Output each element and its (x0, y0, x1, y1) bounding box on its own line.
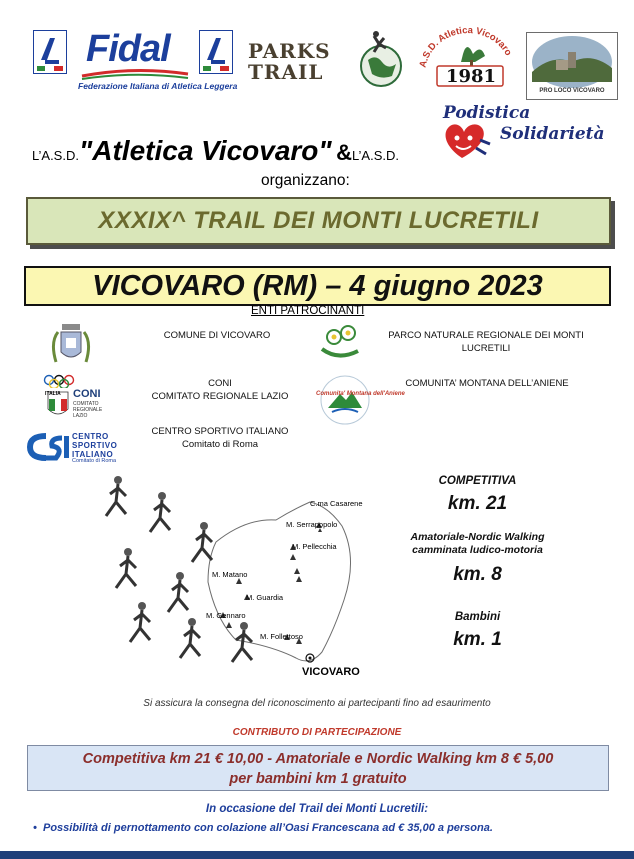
contributo-heading: CONTRIBUTO DI PARTECIPAZIONE (232, 727, 402, 738)
coni-logo-text: CONI (73, 388, 101, 400)
heart-runner-icon (440, 118, 492, 162)
event-date-box (24, 266, 611, 306)
asd-prefix-1: L’A.S.D. (32, 148, 79, 163)
parks-trail-logo (248, 41, 331, 82)
contributo-line-2: per bambini km 1 gratuito (229, 771, 407, 787)
pro-loco-logo (526, 32, 618, 100)
globe-runner-icon (352, 30, 410, 90)
globe-runner-logo (352, 30, 410, 95)
contributo-box (27, 745, 609, 791)
organize-text: organizzano: (261, 172, 350, 189)
atletica-vicovaro-year: 1981 (445, 66, 497, 87)
race-bambini (390, 611, 565, 651)
csi-logo (26, 430, 124, 466)
fidal-flag-logo-left (33, 30, 67, 79)
atletica-vicovaro-logo (415, 26, 520, 92)
comunita-montana-logo (316, 374, 405, 431)
sponsor-comune: COMUNE DI VICOVARO (163, 330, 271, 341)
sponsor-comunita: COMUNITA’ MONTANA DELL’ANIENE (405, 378, 569, 389)
parco-flower-icon (318, 321, 364, 366)
atletica-vicovaro-arc-text: A.S.D. Atletica Vicovaro (417, 26, 514, 69)
ampersand: & (336, 140, 353, 165)
vicovaro-crest-icon (50, 322, 92, 373)
organizers-line (32, 135, 399, 167)
pernottamento-item (33, 822, 493, 834)
svg-text:A.S.D. Atletica Vicovaro (418, 26, 514, 69)
event-title-box (26, 197, 611, 245)
crest-icon (50, 322, 92, 368)
csi-logo-text: CENTRO SPORTIVO ITALIANO (72, 432, 118, 459)
parks-word: PARKS (248, 39, 331, 63)
map-label-vicovaro: VICOVARO (302, 666, 360, 678)
race-label: Amatoriale-Nordic Walking camminata ludico-motoria (410, 531, 545, 556)
map-label-matano: M. Matano (212, 570, 248, 579)
fidal-name: Fidal (86, 28, 170, 70)
solidarieta-word: Solidarietà (500, 124, 605, 144)
race-label: Bambini (454, 611, 501, 623)
map-label-serrapopolo: M. Serrapopolo (286, 520, 338, 529)
consegna-note: Si assicura la consegna del riconoscimento ai partecipanti fino ad esaurimento (143, 698, 491, 709)
race-distance: km. 8 (453, 564, 502, 585)
event-location-date: VICOVARO (RM) – 4 giugno 2023 (92, 270, 543, 302)
csi-emblem-icon (26, 432, 70, 462)
contributo-line-1: Competitiva km 21 € 10,00 - Amatoriale e Nordic Walking km 8 € 5,00 (82, 751, 554, 767)
asd-prefix-2: L’A.S.D. (352, 148, 399, 163)
map-label-gennaro: M. Gennaro (206, 611, 246, 620)
sponsors-heading: ENTI PATROCINANTI (251, 305, 365, 317)
olympic-rings-icon (43, 374, 75, 388)
comunita-logo-text: Comunita' Montana dell'Aniene (316, 391, 405, 397)
podistica-word: Podistica (443, 103, 531, 123)
flower-icon (318, 321, 364, 361)
fidal-swoosh-icon (80, 68, 190, 80)
fidal-flag-logo-right (199, 30, 233, 79)
bottom-border (0, 851, 634, 859)
csi-logo-sub: Comitato di Roma (72, 458, 117, 464)
podistica-heart-icon (440, 118, 492, 167)
sponsor-coni: CONI COMITATO REGIONALE LAZIO (151, 378, 289, 402)
sponsor-parco: PARCO NATURALE REGIONALE DEI MONTI LUCRETILI (388, 330, 584, 354)
fidal-logo (76, 28, 238, 100)
race-competitiva (390, 475, 565, 515)
fidal-flag-icon (199, 30, 233, 74)
map-label-casarene: C.ma Casarene (310, 499, 363, 508)
club-name: "Atletica Vicovaro" (78, 135, 332, 166)
occasione-heading: In occasione del Trail dei Monti Lucretili: (205, 803, 429, 815)
race-distance: km. 1 (453, 629, 502, 650)
event-title: XXXIX^ TRAIL DEI MONTI LUCRETILI (98, 207, 539, 234)
coni-logo-sub: COMITATO REGIONALE LAZIO (73, 401, 103, 419)
trail-word: TRAIL (248, 60, 324, 84)
coni-logo (43, 374, 113, 424)
fidal-flag-icon (33, 30, 67, 74)
pro-loco-label: PRO LOCO VICOVARO (539, 88, 605, 94)
pernottamento-text: Possibilità di pernottamento con colazione all’Oasi Francescana ad € 35,00 a persona. (42, 822, 493, 834)
map-label-pellecchia: M. Pellecchia (292, 542, 337, 551)
bullet-icon: • (33, 822, 37, 834)
runners-map-illustration (96, 470, 376, 690)
race-label: COMPETITIVA (438, 475, 517, 487)
race-distance: km. 21 (447, 493, 508, 514)
sponsor-csi: CENTRO SPORTIVO ITALIANO Comitato di Roma (151, 426, 289, 450)
race-amatoriale (390, 531, 565, 586)
fidal-subtitle: Federazione Italiana di Atletica Leggera (78, 81, 238, 91)
map-label-guardia: M. Guardia (246, 593, 284, 602)
italia-label: ITALIA (45, 391, 61, 397)
map-label-follettoso: M. Follettoso (260, 632, 303, 641)
